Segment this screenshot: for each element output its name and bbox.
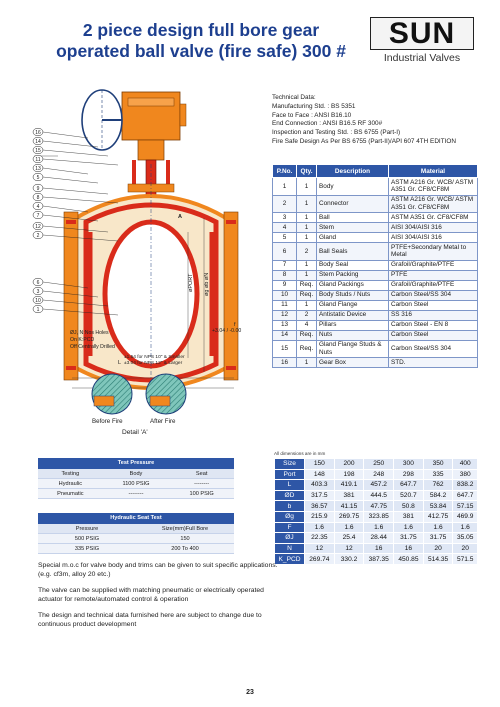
table-row bbox=[273, 358, 478, 368]
qty-cell: 1 bbox=[297, 270, 317, 280]
part-no-cell: 11 bbox=[273, 300, 297, 310]
part-number-label: 12 bbox=[35, 223, 41, 230]
material-cell: AISI 304/AISI 316 bbox=[389, 223, 478, 233]
leader-line bbox=[43, 150, 108, 156]
port-dim-label: øPORT bbox=[188, 273, 194, 292]
table-row bbox=[273, 280, 478, 290]
table-row bbox=[275, 480, 478, 491]
after-fire-detail bbox=[146, 374, 186, 414]
description-cell: Gland Flange Studs & Nuts bbox=[317, 340, 389, 358]
note-paragraph: The valve can be supplied with matching pneumatic or electrically operated actuator for remote/automated control & operation bbox=[38, 587, 264, 603]
cell: 350 bbox=[423, 459, 453, 470]
material-cell: Carbon Steel bbox=[389, 330, 478, 340]
table-row bbox=[273, 243, 478, 261]
part-no-cell: 12 bbox=[273, 310, 297, 320]
table-row bbox=[38, 479, 234, 489]
qty-cell: Req. bbox=[297, 330, 317, 340]
leader-line bbox=[43, 206, 88, 212]
before-fire-label: Before Fire bbox=[92, 418, 123, 425]
logo-subtitle: Industrial Valves bbox=[383, 52, 461, 64]
table-row bbox=[275, 543, 478, 554]
column-testing: Testing bbox=[61, 471, 80, 477]
cell: 198 bbox=[334, 469, 364, 480]
before-fire-detail bbox=[92, 374, 132, 414]
qty-cell: 4 bbox=[297, 320, 317, 330]
part-no-cell: 14 bbox=[273, 330, 297, 340]
cell: 16 bbox=[394, 543, 424, 554]
cell: 16 bbox=[364, 543, 394, 554]
cell: 838.2 bbox=[453, 480, 478, 491]
material-cell: AISI 304/AISI 316 bbox=[389, 233, 478, 243]
part-number-label: 9 bbox=[36, 185, 40, 192]
description-cell: Connector bbox=[317, 195, 389, 213]
leader-line bbox=[43, 168, 88, 174]
table-row bbox=[273, 223, 478, 233]
table-row bbox=[273, 195, 478, 213]
length-tolerance-1: ±1.54 for NPS 10" & Smaller bbox=[124, 355, 185, 360]
cell: 269.75 bbox=[334, 511, 364, 522]
part-no-cell: 9 bbox=[273, 280, 297, 290]
qty-cell: 2 bbox=[297, 243, 317, 261]
table-row bbox=[275, 469, 478, 480]
dimensions-note: All dimensions are in mm bbox=[274, 451, 326, 456]
table-row bbox=[275, 511, 478, 522]
cell: 403.3 bbox=[305, 480, 335, 491]
row-header-cell: F bbox=[275, 522, 305, 533]
cell: 323.85 bbox=[364, 511, 394, 522]
table-row bbox=[273, 290, 478, 300]
part-number-label: 1 bbox=[36, 306, 40, 313]
description-cell: Body Seal bbox=[317, 260, 389, 270]
note-paragraph: Special m.o.c for valve body and trims can be given to suit specific applications.(e.g. cf3m, alloy 20 etc.) bbox=[38, 562, 278, 578]
seat-test-heading: Hydraulic Seat Test bbox=[38, 513, 234, 524]
row-header-cell: N bbox=[275, 543, 305, 554]
cell: 412.75 bbox=[423, 511, 453, 522]
row-header-cell: K_PCD bbox=[275, 554, 305, 565]
qty-cell: 1 bbox=[297, 213, 317, 223]
tech-line: Fire Safe Design As Per BS 6755 (Part-II)/API 607 4TH EDITION bbox=[272, 137, 456, 145]
cell: 47.75 bbox=[364, 501, 394, 512]
cell: 53.84 bbox=[423, 501, 453, 512]
part-no-cell: 2 bbox=[273, 195, 297, 213]
column-pressure: Pressure bbox=[75, 526, 99, 532]
material-cell: ASTM A216 Gr. WCB/ ASTM A351 Gr. CF8/CF8M bbox=[389, 195, 478, 213]
cell: -------- bbox=[194, 481, 210, 487]
cell: 300 bbox=[394, 459, 424, 470]
part-number-label: 16 bbox=[35, 129, 41, 136]
part-no-cell: 13 bbox=[273, 320, 297, 330]
leader-line bbox=[43, 132, 88, 138]
cell: 215.9 bbox=[305, 511, 335, 522]
cell: 317.5 bbox=[305, 490, 335, 501]
hole-note-1: ØJ, N:Nos Holes bbox=[70, 330, 109, 336]
test-pressure-columns bbox=[38, 469, 234, 479]
seat-test-columns bbox=[38, 524, 234, 534]
description-cell: Gland Flange bbox=[317, 300, 389, 310]
part-number-label: 4 bbox=[36, 203, 40, 210]
description-cell: Gear Box bbox=[317, 358, 389, 368]
cell: 584.2 bbox=[423, 490, 453, 501]
table-row bbox=[275, 554, 478, 565]
cell: 269.74 bbox=[305, 554, 335, 565]
table-row bbox=[273, 300, 478, 310]
tolerance-label: +3.04 / -0.00 bbox=[212, 328, 242, 334]
cell: 520.7 bbox=[394, 490, 424, 501]
test-pressure-heading: Test Pressure bbox=[38, 458, 234, 469]
cell: 419.1 bbox=[334, 480, 364, 491]
part-number-label: 15 bbox=[35, 147, 41, 154]
description-cell: Nuts bbox=[317, 330, 389, 340]
cell: 450.85 bbox=[394, 554, 424, 565]
cell: 50.8 bbox=[394, 501, 424, 512]
part-number-label: 2 bbox=[36, 232, 40, 239]
cell: 150 bbox=[305, 459, 335, 470]
qty-cell: 1 bbox=[297, 195, 317, 213]
cell: 400 bbox=[453, 459, 478, 470]
cell: 12 bbox=[334, 543, 364, 554]
valve-drawing bbox=[28, 82, 260, 438]
row-header-cell: ØD bbox=[275, 490, 305, 501]
cell: 381 bbox=[394, 511, 424, 522]
row-header-cell: Øg bbox=[275, 511, 305, 522]
parts-table-header bbox=[273, 165, 478, 178]
table-row bbox=[38, 489, 234, 499]
hole-note-3: Off Centrally Drilled bbox=[70, 344, 115, 350]
row-header-cell: Port bbox=[275, 469, 305, 480]
cell: 25.4 bbox=[334, 533, 364, 544]
part-number-label: 7 bbox=[36, 212, 40, 219]
qty-cell: Req. bbox=[297, 340, 317, 358]
header-part-no: P.No. bbox=[273, 165, 297, 178]
cell: 57.15 bbox=[453, 501, 478, 512]
table-row bbox=[273, 320, 478, 330]
qty-cell: 1 bbox=[297, 358, 317, 368]
cell: Hydraulic bbox=[58, 481, 82, 487]
cell: 35.05 bbox=[453, 533, 478, 544]
cell: 1100 PSIG bbox=[122, 481, 150, 487]
part-no-cell: 10 bbox=[273, 290, 297, 300]
part-number-label: 11 bbox=[35, 156, 41, 163]
cell: 150 bbox=[180, 536, 190, 542]
description-cell: Pillars bbox=[317, 320, 389, 330]
part-number-label: 13 bbox=[35, 165, 41, 172]
gearbox-shape bbox=[122, 92, 186, 160]
dimensions-table-body bbox=[275, 459, 478, 565]
material-cell: Carbon Steel - EN 8 bbox=[389, 320, 478, 330]
cell: 469.9 bbox=[453, 511, 478, 522]
cell: 248 bbox=[364, 469, 394, 480]
cell: 31.75 bbox=[423, 533, 453, 544]
technical-data bbox=[272, 94, 482, 147]
table-row bbox=[273, 270, 478, 280]
column-body: Body bbox=[129, 471, 143, 477]
qty-cell: Req. bbox=[297, 280, 317, 290]
row-header-cell: ØJ bbox=[275, 533, 305, 544]
cell: 12 bbox=[305, 543, 335, 554]
description-cell: Stem Packing bbox=[317, 270, 389, 280]
qty-cell: 1 bbox=[297, 178, 317, 196]
material-cell: Carbon Steel/SS 304 bbox=[389, 340, 478, 358]
test-pressure-table bbox=[38, 458, 234, 499]
logo-wordmark: SUN bbox=[388, 16, 456, 50]
material-cell: ASTM A216 Gr. WCB/ ASTM A351 Gr. CF8/CF8M bbox=[389, 178, 478, 196]
parts-table bbox=[272, 164, 478, 368]
part-no-cell: 15 bbox=[273, 340, 297, 358]
tech-line: Manufacturing Std. : BS 5351 bbox=[272, 102, 356, 110]
detail-a-label: Detail 'A' bbox=[122, 429, 148, 436]
table-row bbox=[275, 490, 478, 501]
cell: 100 PSIG bbox=[189, 491, 214, 497]
description-cell: Gland bbox=[317, 233, 389, 243]
technical-data-heading: Technical Data: bbox=[272, 94, 316, 101]
part-no-cell: 5 bbox=[273, 233, 297, 243]
page-title bbox=[36, 20, 366, 62]
cell: 381 bbox=[334, 490, 364, 501]
leader-line bbox=[43, 188, 108, 194]
table-row bbox=[275, 459, 478, 470]
cell: 380 bbox=[453, 469, 478, 480]
description-cell: Body bbox=[317, 178, 389, 196]
part-no-cell: 6 bbox=[273, 243, 297, 261]
cell: 514.35 bbox=[423, 554, 453, 565]
part-no-cell: 7 bbox=[273, 260, 297, 270]
cell: 200 bbox=[334, 459, 364, 470]
material-cell: SS 316 bbox=[389, 310, 478, 320]
cell: 22.35 bbox=[305, 533, 335, 544]
cell: 200 To 400 bbox=[171, 546, 199, 552]
row-header-cell: b bbox=[275, 501, 305, 512]
part-number-label: 10 bbox=[35, 297, 41, 304]
table-row bbox=[273, 233, 478, 243]
cell: 28.44 bbox=[364, 533, 394, 544]
header-qty: Qty. bbox=[297, 165, 317, 178]
part-no-cell: 4 bbox=[273, 223, 297, 233]
cell: 1.6 bbox=[364, 522, 394, 533]
title-line-1: 2 piece design full bore gear bbox=[82, 20, 320, 40]
leader-line bbox=[43, 177, 98, 183]
cell: 36.57 bbox=[305, 501, 335, 512]
seat-test-table bbox=[38, 513, 234, 554]
leader-line bbox=[43, 159, 118, 165]
material-cell: PTFE bbox=[389, 270, 478, 280]
cell: 335 PSIG bbox=[74, 546, 100, 552]
cell: Pneumatic bbox=[57, 491, 84, 497]
part-number-label: 3 bbox=[36, 288, 40, 295]
cell: 762 bbox=[423, 480, 453, 491]
table-row bbox=[275, 533, 478, 544]
brand-logo bbox=[370, 17, 474, 69]
cell: 298 bbox=[394, 469, 424, 480]
dimensions-table bbox=[274, 458, 478, 565]
cell: 41.15 bbox=[334, 501, 364, 512]
description-cell: Ball Seals bbox=[317, 243, 389, 261]
cell: 571.5 bbox=[453, 554, 478, 565]
cell: 20 bbox=[423, 543, 453, 554]
material-cell: ASTM A351 Gr. CF8/CF8M bbox=[389, 213, 478, 223]
tech-line: Face to Face : ANSI B16.10 bbox=[272, 111, 352, 119]
hole-note-2: On K:PCD bbox=[70, 337, 95, 343]
table-row bbox=[38, 534, 234, 544]
part-no-cell: 3 bbox=[273, 213, 297, 223]
cell: 335 bbox=[423, 469, 453, 480]
cell: 1.6 bbox=[305, 522, 335, 533]
table-row bbox=[38, 544, 234, 554]
part-number-label: 14 bbox=[35, 138, 41, 145]
table-row bbox=[275, 501, 478, 512]
tech-line: End Connection : ANSI B16.5 RF 300# bbox=[272, 120, 383, 128]
part-no-cell: 1 bbox=[273, 178, 297, 196]
column-seat: Seat bbox=[195, 471, 208, 477]
material-cell: Grafoil/Graphite/PTFE bbox=[389, 260, 478, 270]
cell: 1.6 bbox=[334, 522, 364, 533]
note-paragraph: The design and technical data furnished here are subject to change due to continuous product development bbox=[38, 612, 262, 628]
diameter-dim-label: øg øb øN bbox=[204, 272, 210, 296]
cell: 647.7 bbox=[394, 480, 424, 491]
table-row bbox=[273, 310, 478, 320]
qty-cell: 1 bbox=[297, 300, 317, 310]
table-row bbox=[273, 260, 478, 270]
column-size: Size(mm)Full Bore bbox=[161, 526, 209, 532]
part-number-label: 6 bbox=[36, 279, 40, 286]
cell: 31.75 bbox=[394, 533, 424, 544]
part-no-cell: 16 bbox=[273, 358, 297, 368]
description-cell: Antistatic Device bbox=[317, 310, 389, 320]
table-row bbox=[273, 213, 478, 223]
description-cell: Body Studs / Nuts bbox=[317, 290, 389, 300]
cell: 457.2 bbox=[364, 480, 394, 491]
cell: 1.6 bbox=[453, 522, 478, 533]
description-cell: Gland Packings bbox=[317, 280, 389, 290]
material-cell: PTFE+Secondary Metal to Metal bbox=[389, 243, 478, 261]
title-line-2: operated ball valve (fire safe) 300 # bbox=[56, 41, 346, 61]
qty-cell: 2 bbox=[297, 310, 317, 320]
leader-line bbox=[43, 197, 118, 203]
cell: -------- bbox=[128, 491, 144, 497]
length-tolerance-2: ±3.04 for NPS 12" & Larger bbox=[124, 361, 183, 366]
table-row bbox=[275, 522, 478, 533]
detail-marker: A bbox=[178, 214, 182, 220]
material-cell: Grafoil/Graphite/PTFE bbox=[389, 280, 478, 290]
f-dim-label: f bbox=[234, 322, 236, 328]
qty-cell: Req. bbox=[297, 290, 317, 300]
handwheel-shape bbox=[82, 90, 122, 150]
row-header-cell: L bbox=[275, 480, 305, 491]
cell: 330.2 bbox=[334, 554, 364, 565]
cell: 647.7 bbox=[453, 490, 478, 501]
length-label: L bbox=[118, 360, 122, 366]
header-material: Material bbox=[389, 165, 478, 178]
table-row bbox=[273, 330, 478, 340]
part-number-label: 5 bbox=[36, 174, 40, 181]
cell: 250 bbox=[364, 459, 394, 470]
cell: 148 bbox=[305, 469, 335, 480]
page-number: 23 bbox=[246, 689, 254, 696]
after-fire-label: After Fire bbox=[150, 418, 176, 425]
notes bbox=[38, 562, 278, 638]
description-cell: Stem bbox=[317, 223, 389, 233]
row-header-cell: Size bbox=[275, 459, 305, 470]
cell: 387.35 bbox=[364, 554, 394, 565]
material-cell: Carbon Steel/SS 304 bbox=[389, 290, 478, 300]
material-cell: STD. bbox=[389, 358, 478, 368]
qty-cell: 1 bbox=[297, 223, 317, 233]
header-description: Description bbox=[317, 165, 389, 178]
cell: 1.6 bbox=[423, 522, 453, 533]
cell: 444.5 bbox=[364, 490, 394, 501]
description-cell: Ball bbox=[317, 213, 389, 223]
cell: 20 bbox=[453, 543, 478, 554]
qty-cell: 1 bbox=[297, 233, 317, 243]
part-number-label: 8 bbox=[36, 194, 40, 201]
cell: 1.6 bbox=[394, 522, 424, 533]
qty-cell: 1 bbox=[297, 260, 317, 270]
logo-box bbox=[370, 17, 474, 50]
table-row bbox=[273, 340, 478, 358]
tech-line: Inspection and Testing Std. : BS 6755 (Part-I) bbox=[272, 129, 401, 137]
cell: 500 PSIG bbox=[74, 536, 100, 542]
part-no-cell: 8 bbox=[273, 270, 297, 280]
table-row bbox=[273, 178, 478, 196]
parts-table-body bbox=[273, 178, 478, 368]
material-cell: Carbon Steel bbox=[389, 300, 478, 310]
